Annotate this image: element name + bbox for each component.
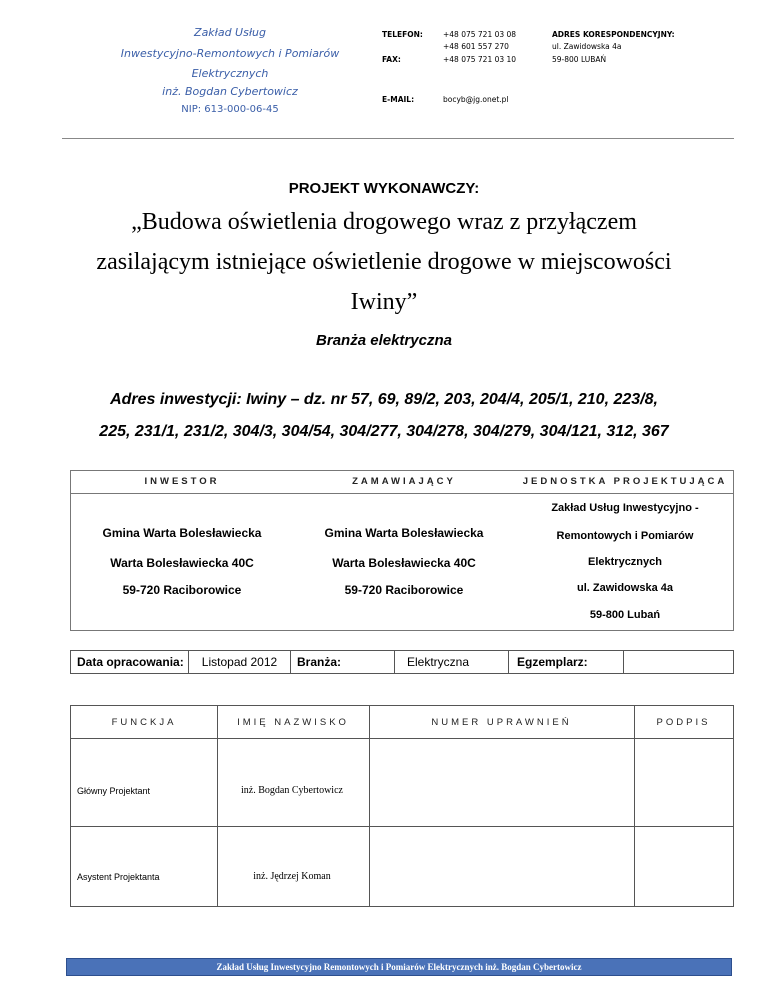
company-name-line-2: Inwestycyjno-Remontowych i Pomiarów (120, 47, 340, 60)
branch-value: Elektryczna (395, 651, 509, 673)
investment-address-line-1: Adres inwestycji: Iwiny – dz. nr 57, 69, 89/2, 203, 204/4, 205/1, 210, 223/8, (110, 391, 658, 408)
company-name-line-3: Elektrycznych (191, 67, 269, 80)
orderer-city: 59-720 Raciborowice (344, 583, 464, 597)
designer-line-1: Zakład Usług Inwestycyjno - (551, 502, 699, 514)
header-divider (62, 138, 734, 139)
header-inwestor: INWESTOR (144, 476, 220, 487)
role-glowny-projektant: Główny Projektant (77, 786, 151, 796)
address-city: 59-800 LUBAŃ (552, 55, 607, 64)
designer-line-4: ul. Zawidowska 4a (577, 582, 673, 594)
investment-address (60, 384, 708, 448)
telefon-label: TELEFON: (382, 30, 423, 39)
project-label: PROJEKT WYKONAWCZY: (288, 180, 480, 197)
sig-col-divider-2 (369, 706, 370, 906)
orderer-street: Warta Bolesławiecka 40C (332, 556, 476, 570)
sig-col-divider-3 (634, 706, 635, 906)
investor-name: Gmina Warta Bolesławiecka (102, 526, 262, 540)
header-imie-nazwisko: IMIĘ NAZWISKO (237, 717, 349, 728)
investment-address-line-2: 225, 231/1, 231/2, 304/3, 304/54, 304/277, 304/278, 304/279, 304/121, 312, 367 (99, 423, 669, 440)
footer-banner: Zakład Usług Inwestycyjno Remontowych i Pomiarów Elektrycznych inż. Bogdan Cybertowicz (66, 958, 732, 976)
header-podpis: PODPIS (656, 717, 711, 728)
fax-label: FAX: (382, 55, 401, 64)
telefon-value-1: +48 075 721 03 08 (443, 30, 517, 39)
copy-value[interactable] (624, 651, 733, 673)
date-value: Listopad 2012 (189, 651, 291, 673)
email-label: E-MAIL: (382, 95, 415, 104)
investor-city: 59-720 Raciborowice (122, 583, 242, 597)
company-name-line-1: Zakład Usług (194, 26, 266, 39)
date-label: Data opracowania: (71, 651, 189, 673)
telefon-value-2: +48 601 557 270 (443, 42, 509, 51)
investor-street: Warta Bolesławiecka 40C (110, 556, 254, 570)
header-funkcja: FUNCKJA (111, 717, 177, 728)
project-title-line-2: zasilającym istniejące oświetlenie drogowe w miejscowości (96, 249, 672, 275)
address-street: ul. Zawidowska 4a (552, 42, 622, 51)
orderer-name: Gmina Warta Bolesławiecka (324, 526, 484, 540)
company-nip: NIP: 613-000-06-45 (181, 104, 279, 115)
header-jednostka: JEDNOSTKA PROJEKTUJĄCA (522, 476, 728, 487)
header-numer-uprawnien: NUMER UPRAWNIEŃ (431, 717, 572, 728)
copy-label: Egzemplarz: (509, 651, 624, 673)
branch-label: Branża: (291, 651, 395, 673)
project-title-line-3: Iwiny” (350, 289, 418, 315)
meta-table (70, 650, 734, 674)
sig-row-divider-2 (71, 826, 733, 827)
address-label: ADRES KORESPONDENCYJNY: (552, 30, 675, 39)
project-branch: Branża elektryczna (316, 332, 452, 349)
email-value[interactable]: bocyb@jg.onet.pl (443, 95, 509, 104)
parties-table (70, 470, 734, 631)
name-glowny-projektant: inż. Bogdan Cybertowicz (241, 785, 343, 796)
fax-value: +48 075 721 03 10 (443, 55, 517, 64)
name-asystent-projektanta: inż. Jędrzej Koman (253, 871, 331, 882)
project-title-line-1: „Budowa oświetlenia drogowego wraz z przyłączem (131, 209, 637, 235)
header-zamawiajacy: ZAMAWIAJĄCY (352, 476, 456, 487)
designer-line-3: Elektrycznych (588, 556, 662, 568)
company-owner: inż. Bogdan Cybertowicz (162, 85, 298, 98)
designer-line-5: 59-800 Lubań (589, 609, 661, 621)
designer-line-2: Remontowych i Pomiarów (556, 530, 694, 542)
signatures-table (70, 705, 734, 907)
project-title (70, 202, 698, 322)
role-asystent-projektanta: Asystent Projektanta (77, 872, 160, 882)
sig-row-divider-1 (71, 738, 733, 739)
parties-header-row (71, 471, 733, 494)
